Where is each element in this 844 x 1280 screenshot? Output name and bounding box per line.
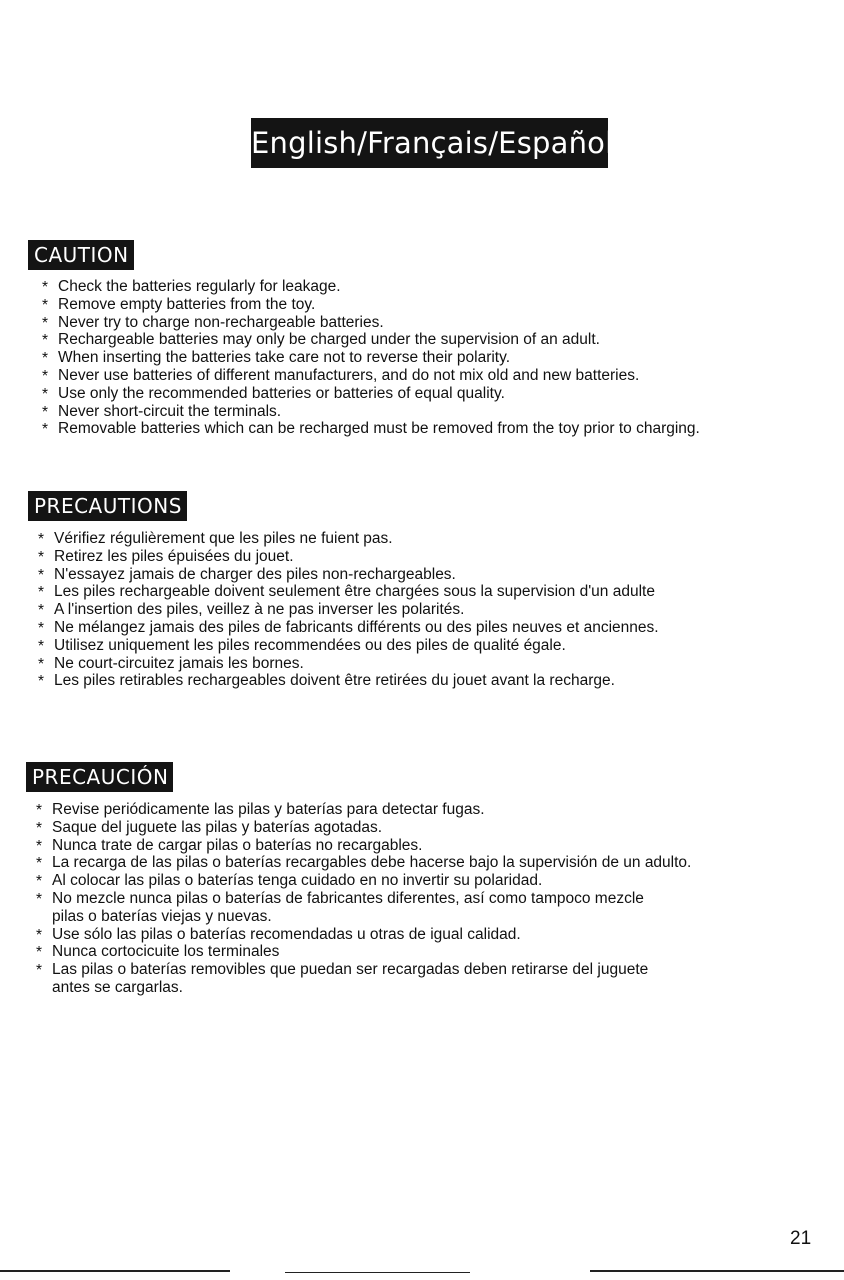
list-item: * Les piles retirables rechargeables doivent être retirées du jouet avant la recharge. bbox=[38, 672, 698, 690]
precautions-list bbox=[38, 530, 698, 690]
list-item: * Use only the recommended batteries or batteries of equal quality. bbox=[42, 385, 742, 403]
list-item: * When inserting the batteries take care not to reverse their polarity. bbox=[42, 349, 742, 367]
list-item: * Remove empty batteries from the toy. bbox=[42, 296, 742, 314]
list-item: * Removable batteries which can be recharged must be removed from the toy prior to charging. bbox=[42, 420, 728, 438]
list-item: * Les piles rechargeable doivent seulement être chargées sous la supervision d'un adulte bbox=[38, 583, 694, 601]
list-item: * Utilisez uniquement les piles recommendées ou des piles de qualité égale. bbox=[38, 637, 698, 655]
list-item: * Nunca trate de cargar pilas o baterías no recargables. bbox=[36, 837, 706, 855]
list-item: * Retirez les piles épuisées du jouet. bbox=[38, 548, 698, 566]
list-item: * Never use batteries of different manufacturers, and do not mix old and new batteries. bbox=[42, 367, 742, 385]
list-item: * Ne court-circuitez jamais les bornes. bbox=[38, 655, 698, 673]
list-item: * Use sólo las pilas o baterías recomendadas u otras de igual calidad. bbox=[36, 926, 706, 944]
list-item: * Las pilas o baterías removibles que puedan ser recargadas deben retirarse del juguete antes se cargarlas. bbox=[36, 961, 672, 997]
page-number: 21 bbox=[790, 1228, 812, 1249]
list-item: * Saque del juguete las pilas y baterías agotadas. bbox=[36, 819, 706, 837]
bottom-rule bbox=[0, 1270, 230, 1272]
list-item: * Check the batteries regularly for leakage. bbox=[42, 278, 742, 296]
bottom-rule bbox=[285, 1272, 470, 1273]
language-banner: English/Français/Español bbox=[251, 118, 608, 168]
list-item: * Rechargeable batteries may only be charged under the supervision of an adult. bbox=[42, 331, 742, 349]
list-item: * N'essayez jamais de charger des piles non-rechargeables. bbox=[38, 566, 698, 584]
precaucion-list bbox=[36, 801, 706, 997]
list-item: * Never short-circuit the terminals. bbox=[42, 403, 742, 421]
list-item: * Vérifiez régulièrement que les piles ne fuient pas. bbox=[38, 530, 698, 548]
list-item: * Nunca cortocicuite los terminales bbox=[36, 943, 706, 961]
list-item: * Ne mélangez jamais des piles de fabricants différents ou des piles neuves et anciennes. bbox=[38, 619, 664, 637]
list-item: * A l'insertion des piles, veillez à ne pas inverser les polarités. bbox=[38, 601, 698, 619]
caution-list bbox=[42, 278, 742, 438]
list-item: * Revise periódicamente las pilas y baterías para detectar fugas. bbox=[36, 801, 706, 819]
list-item: * No mezcle nunca pilas o baterías de fabricantes diferentes, así como tampoco mezcle pilas o baterías viejas y nuevas. bbox=[36, 890, 677, 926]
section-heading-precaucion: PRECAUCIÓN bbox=[26, 762, 173, 792]
section-heading-caution: CAUTION bbox=[28, 240, 134, 270]
section-heading-precautions: PRECAUTIONS bbox=[28, 491, 187, 521]
bottom-rule bbox=[590, 1270, 844, 1272]
list-item: * La recarga de las pilas o baterías recargables debe hacerse bajo la supervisión de un adulto. bbox=[36, 854, 707, 872]
list-item: * Never try to charge non-rechargeable batteries. bbox=[42, 314, 742, 332]
list-item: * Al colocar las pilas o baterías tenga cuidado en no invertir su polaridad. bbox=[36, 872, 706, 890]
